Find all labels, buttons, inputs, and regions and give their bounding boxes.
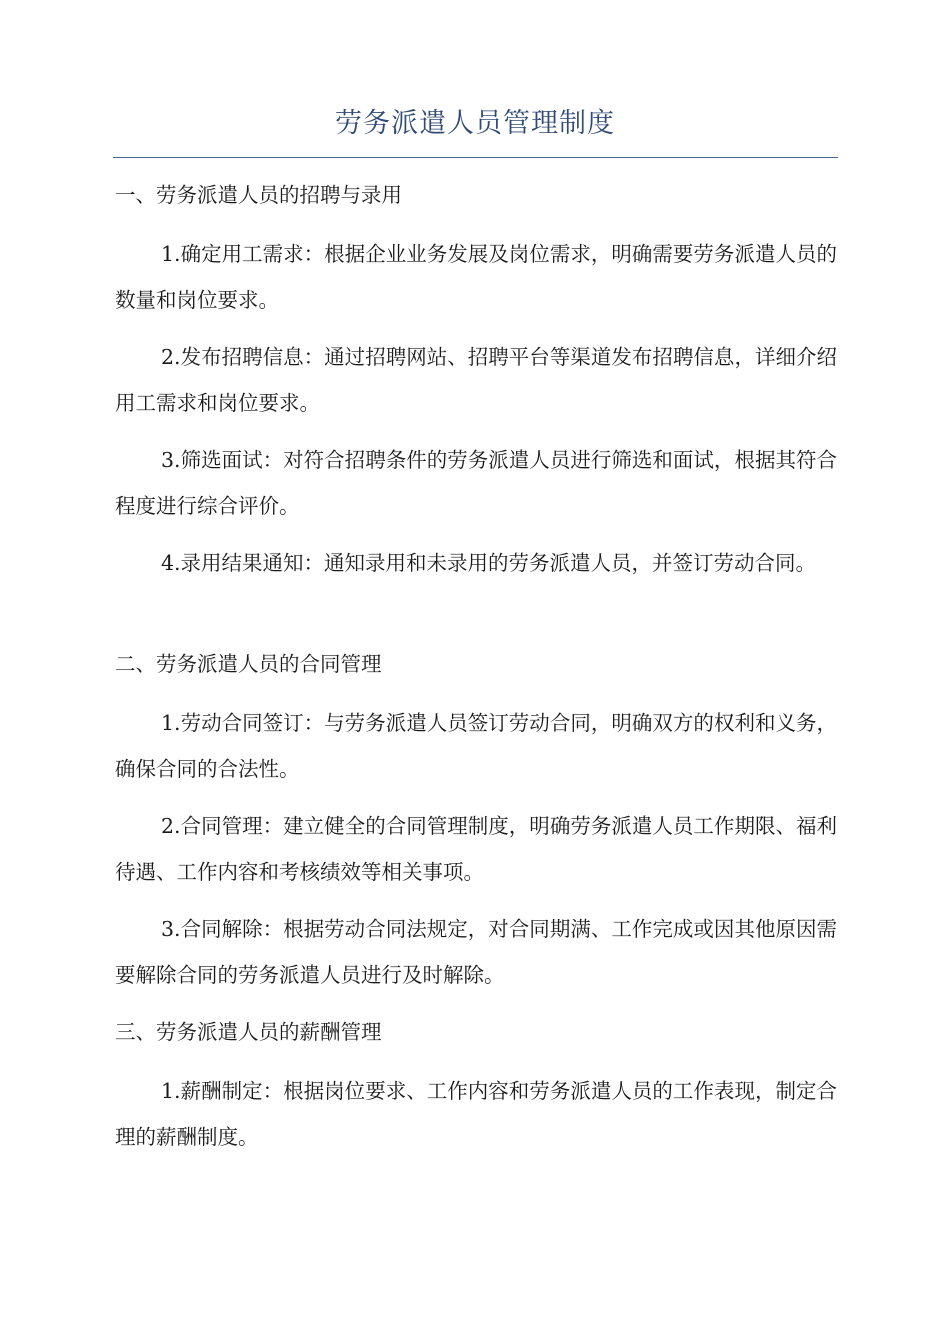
paragraph-determine-demand: 1.确定用工需求：根据企业业务发展及岗位需求，明确需要劳务派遣人员的数量和岗位要求。 — [115, 242, 837, 312]
title-divider — [113, 157, 838, 158]
section-heading-contract: 二、劳务派遣人员的合同管理 — [115, 652, 382, 676]
paragraph-contract-termination: 3.合同解除：根据劳动合同法规定，对合同期满、工作完成或因其他原因需要解除合同的劳务派遣人员进行及时解除。 — [115, 917, 837, 987]
paragraph-hiring-notice: 4.录用结果通知：通知录用和未录用的劳务派遣人员，并签订劳动合同。 — [161, 551, 817, 575]
paragraph-contract-management: 2.合同管理：建立健全的合同管理制度，明确劳务派遣人员工作期限、福利待遇、工作内容和考核绩效等相关事项。 — [115, 814, 837, 884]
paragraph-salary-setting: 1.薪酬制定：根据岗位要求、工作内容和劳务派遣人员的工作表现，制定合理的薪酬制度。 — [115, 1079, 837, 1149]
section-heading-salary: 三、劳务派遣人员的薪酬管理 — [115, 1020, 382, 1044]
paragraph-publish-recruitment: 2.发布招聘信息：通过招聘网站、招聘平台等渠道发布招聘信息，详细介绍用工需求和岗位要求。 — [115, 345, 837, 415]
paragraph-screening-interview: 3.筛选面试：对符合招聘条件的劳务派遣人员进行筛选和面试，根据其符合程度进行综合评价。 — [115, 448, 837, 518]
document-title: 劳务派遣人员管理制度 — [335, 108, 615, 139]
paragraph-contract-signing: 1.劳动合同签订：与劳务派遣人员签订劳动合同，明确双方的权利和义务，确保合同的合法性。 — [115, 711, 837, 781]
section-heading-recruitment: 一、劳务派遣人员的招聘与录用 — [115, 183, 402, 207]
